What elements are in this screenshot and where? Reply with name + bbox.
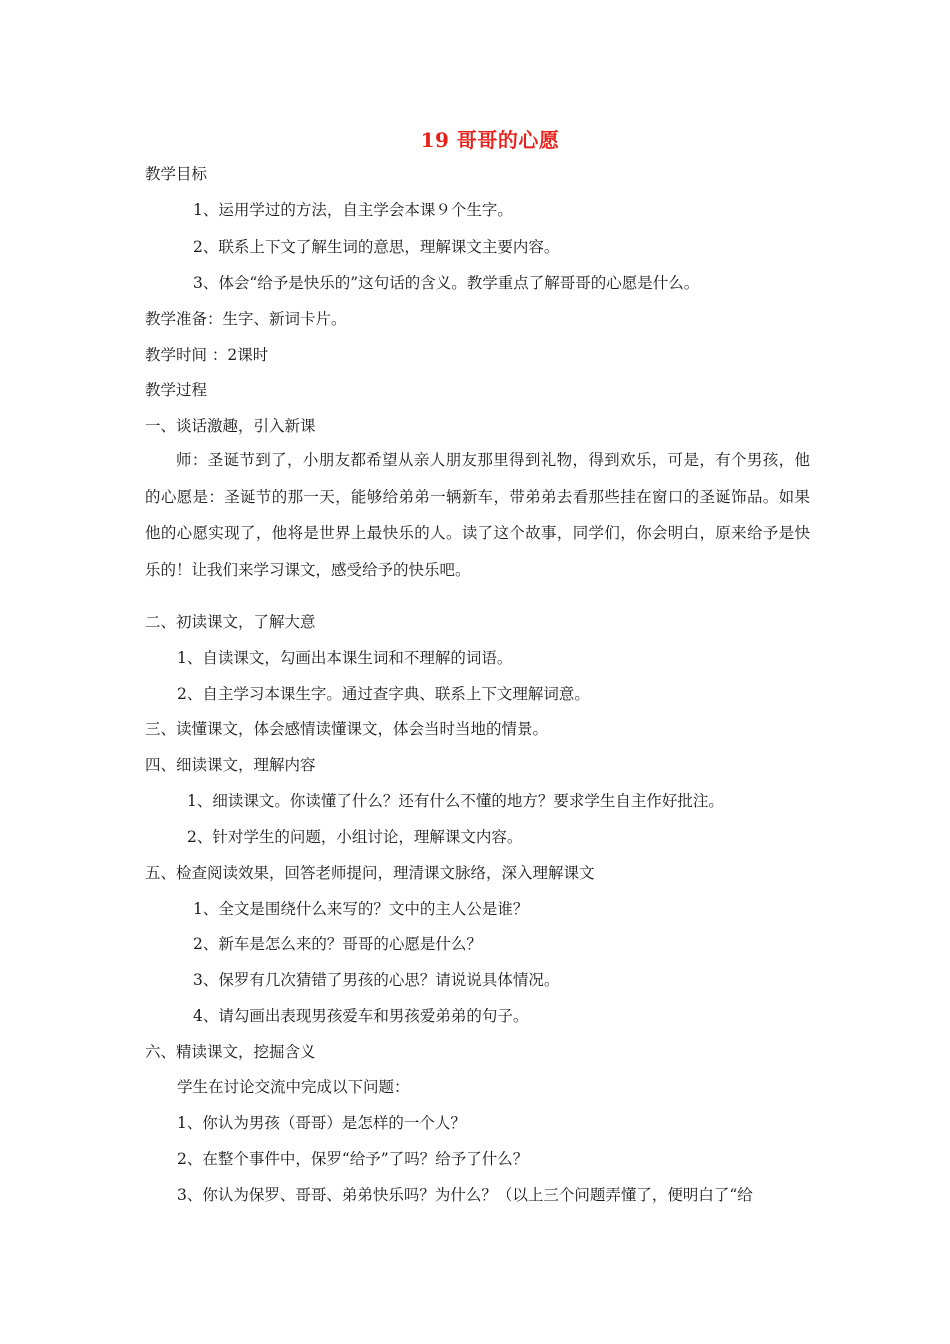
section-4-item-1: 1、细读课文。你读懂了什么？还有什么不懂的地方？要求学生自主作好批注。 — [187, 792, 724, 810]
section-6-item-1: 1、你认为男孩（哥哥）是怎样的一个人？ — [177, 1114, 466, 1132]
section-6-item-2: 2、在整个事件中，保罗“给予”了吗？给予了什么？ — [177, 1150, 529, 1168]
goal-item-2: 2、联系上下文了解生词的意思，理解课文主要内容。 — [193, 238, 560, 256]
document-title: 19 哥哥的心愿 — [420, 128, 560, 152]
preparation-line: 教学准备：生字、新词卡片。 — [145, 310, 347, 328]
process-heading: 教学过程 — [145, 381, 208, 399]
section-5-item-4: 4、请勾画出表现男孩爱车和男孩爱弟弟的句子。 — [193, 1007, 529, 1025]
goal-item-3: 3、体会“给予是快乐的”这句话的含义。教学重点了解哥哥的心愿是什么。 — [193, 274, 700, 292]
section-heading-3: 三、读懂课文，体会感情读懂课文，体会当时当地的情景。 — [145, 720, 549, 738]
section-heading-4: 四、细读课文，理解内容 — [145, 756, 316, 774]
goal-item-1: 1、运用学过的方法，自主学会本课９个生字。 — [193, 201, 513, 219]
section-5-item-1: 1、全文是围绕什么来写的？文中的主人公是谁？ — [193, 900, 529, 918]
section-5-item-2: 2、新车是怎么来的？哥哥的心愿是什么？ — [193, 935, 482, 953]
section-6-intro: 学生在讨论交流中完成以下问题： — [177, 1078, 410, 1096]
section-5-item-3: 3、保罗有几次猜错了男孩的心思？请说说具体情况。 — [193, 971, 560, 989]
section-6-item-3: 3、你认为保罗、哥哥、弟弟快乐吗？为什么？（以上三个问题弄懂了，便明白了“给 — [177, 1186, 753, 1204]
section-2-item-2: 2、自主学习本课生字。通过查字典、联系上下文理解词意。 — [177, 685, 590, 703]
section-heading-1: 一、谈话激趣，引入新课 — [145, 417, 316, 435]
section-heading-2: 二、初读课文，了解大意 — [145, 613, 316, 631]
time-line: 教学时间 ：2课时 — [145, 346, 269, 364]
section-2-item-1: 1、自读课文，勾画出本课生词和不理解的词语。 — [177, 649, 513, 667]
goals-heading: 教学目标 — [145, 165, 208, 183]
section-heading-5: 五、检查阅读效果，回答老师提问，理清课文脉络，深入理解课文 — [145, 864, 595, 882]
section-heading-6: 六、精读课文，挖掘含义 — [145, 1043, 316, 1061]
section-4-item-2: 2、针对学生的问题，小组讨论，理解课文内容。 — [187, 828, 523, 846]
section-1-paragraph: 师：圣诞节到了，小朋友都希望从亲人朋友那里得到礼物，得到欢乐，可是，有个男孩，他的心愿是：圣诞节的那一天，能够给弟弟一辆新车，带弟弟去看那些挂在窗口的圣诞饰品。如果他的心愿实现了，他将是世界上最快乐的人。读了这个故事，同学们，你会明白，原来给予是快乐的！让我们来学习课文，感受给予的快乐吧。 — [145, 451, 810, 579]
